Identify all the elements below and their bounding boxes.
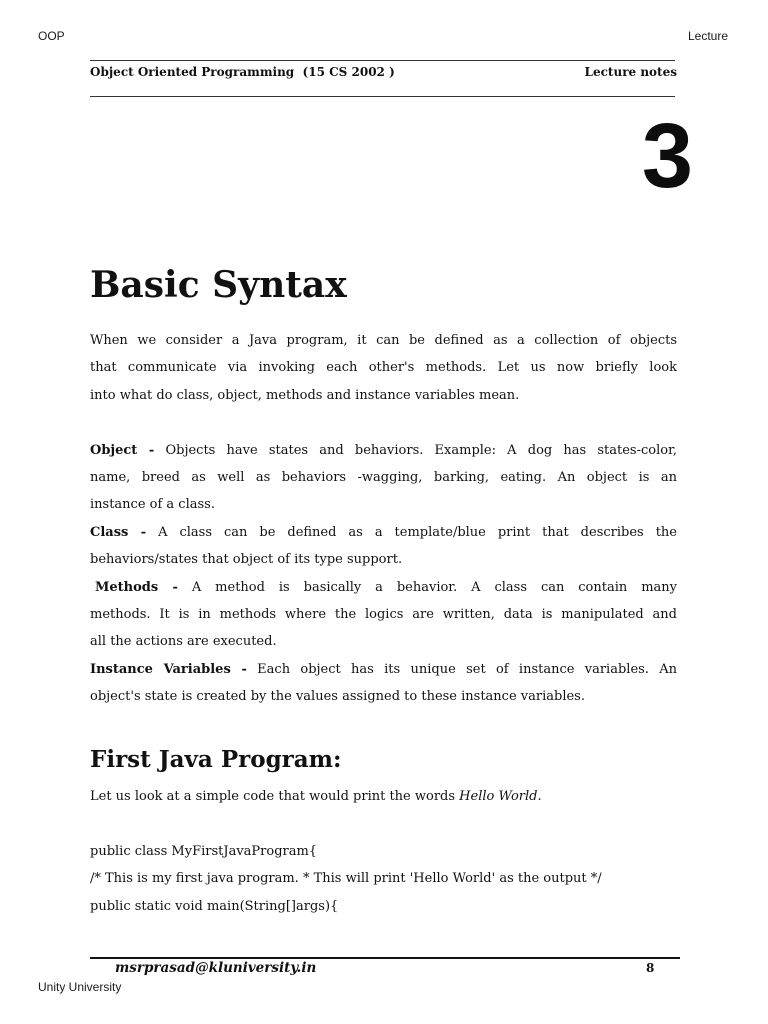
text-line: all the actions are executed.	[90, 634, 277, 650]
text-line: When we consider a Java program, it can be defined as a collection of objects	[90, 333, 677, 348]
program-intro-end: .	[537, 789, 542, 804]
definition-term: Object -	[90, 442, 155, 458]
first-program-heading: First Java Program:	[90, 746, 342, 773]
header-rule-bottom	[90, 96, 675, 97]
text-line: into what do class, object, methods and instance variables mean.	[90, 387, 520, 403]
text-line: behaviors/states that object of its type support.	[90, 552, 403, 568]
text-line	[90, 519, 677, 546]
definition-text: Each object has its unique set of instance variables. An	[257, 661, 677, 677]
text-line: object's state is created by the values assigned to these instance variables.	[90, 689, 585, 705]
program-intro-text: Let us look at a simple code that would print the words	[90, 789, 460, 804]
intro-paragraph	[90, 327, 677, 409]
definition-text: A class can be defined as a template/blue print that describes the	[158, 524, 677, 540]
class-definition	[90, 519, 677, 574]
body-text	[90, 327, 677, 711]
text-line: methods. It is in methods where the logics are written, data is manipulated and	[90, 607, 677, 623]
document-type-label: Lecture notes	[584, 65, 677, 79]
methods-definition	[90, 574, 677, 656]
definition-term: Instance Variables -	[90, 661, 247, 677]
code-line: public static void main(String[]args){	[90, 898, 339, 914]
code-line: public class MyFirstJavaProgram{	[90, 843, 318, 859]
header-rule-top	[90, 60, 675, 61]
object-definition	[90, 437, 677, 519]
page-number: 8	[646, 961, 655, 975]
text-line: instance of a class.	[90, 497, 215, 513]
text-line	[90, 656, 677, 683]
text-line: name, breed as well as behaviors -wagging, barking, eating. An object is an	[90, 470, 677, 486]
text-line: that communicate via invoking each other's methods. Let us now briefly look	[90, 360, 677, 376]
page-header-left: OOP	[38, 29, 65, 43]
program-intro-line	[90, 783, 677, 810]
first-program-body	[90, 783, 677, 920]
code-line: /* This is my first java program. * This will print 'Hello World' as the output */	[90, 871, 602, 887]
course-title: Object Oriented Programming (15 CS 2002 )	[90, 65, 395, 79]
footer-email: msrprasad@kluniversity.in	[115, 960, 317, 976]
footer-institution: Unity University	[38, 980, 122, 994]
text-line	[90, 574, 677, 601]
page-header-right: Lecture	[687, 29, 728, 43]
text-line	[90, 437, 677, 464]
course-bar	[90, 64, 677, 80]
definition-term: Methods -	[95, 579, 178, 595]
footer-rule	[90, 957, 680, 959]
paragraph-gap	[90, 810, 677, 837]
paragraph-gap	[90, 409, 677, 436]
chapter-number: 3	[641, 105, 693, 207]
program-intro-emphasis: Hello World	[459, 789, 538, 804]
instance-variables-definition	[90, 656, 677, 711]
definition-text: A method is basically a behavior. A class can contain many	[191, 579, 677, 595]
definition-term: Class -	[90, 524, 147, 540]
definition-text: Objects have states and behaviors. Example: A dog has states-color,	[165, 442, 678, 458]
section-title: Basic Syntax	[90, 264, 347, 306]
